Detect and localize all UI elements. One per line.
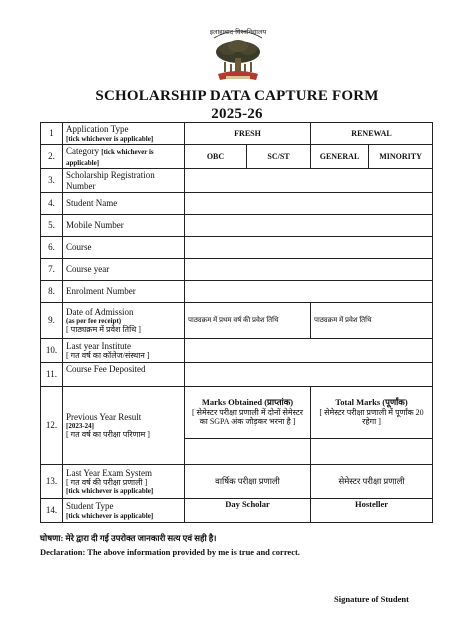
row-label: [63, 465, 185, 499]
row-application-type: [41, 123, 433, 145]
label-note: (as per fee receipt): [66, 317, 122, 326]
label-note: [tick whichever is applicable]: [66, 511, 154, 520]
row-label: [63, 339, 185, 363]
enrolment-number-field[interactable]: [185, 281, 433, 303]
student-name-field[interactable]: [185, 193, 433, 215]
row-label: [63, 123, 185, 145]
label-text: Student Type: [66, 501, 114, 512]
row-label: Enrolment Number: [63, 281, 185, 303]
row-date-of-admission: [41, 303, 433, 339]
form-year: 2025-26: [211, 106, 263, 122]
signature-label: Signature of Student: [334, 594, 409, 604]
row-number: 6.: [41, 237, 63, 259]
option-annual-exam-system[interactable]: वार्षिक परीक्षा प्रणाली: [185, 465, 311, 499]
row-number: 7.: [41, 259, 63, 281]
option-minority[interactable]: MINORITY: [369, 145, 433, 169]
row-last-year-institute: [41, 339, 433, 363]
row-number: 9.: [41, 303, 63, 339]
row-course: [41, 237, 433, 259]
row-student-name: [41, 193, 433, 215]
field-caption: पाठ्यक्रम में प्रवेश तिथि: [314, 316, 372, 325]
row-number: 11.: [41, 363, 63, 387]
row-number: 5.: [41, 215, 63, 237]
label-text: Last year Institute: [66, 340, 131, 351]
label-note: [tick whichever is applicable]: [66, 487, 154, 496]
row-number: 14.: [41, 499, 63, 523]
form-title: SCHOLARSHIP DATA CAPTURE FORM: [95, 88, 379, 104]
field-caption: पाठ्यक्रम में प्रथम वर्ष की प्रवेश तिथि: [188, 316, 279, 325]
row-number: 10.: [41, 339, 63, 363]
admission-date-field[interactable]: [311, 303, 433, 339]
row-number: 12.: [41, 387, 63, 465]
marks-obtained-note: [ सेमेस्टर परीक्षा प्रणाली में दोनों सेमेस्टर का SGPA अंक जोड़कर भरना है ]: [191, 408, 304, 427]
row-label: [63, 387, 185, 465]
row-number: 8.: [41, 281, 63, 303]
last-year-institute-field[interactable]: [185, 339, 433, 363]
label-hindi: [ गत वर्ष का कॉलेज/संस्थान ]: [66, 351, 150, 361]
label-note: [tick whichever is applicable]: [66, 148, 154, 167]
option-general[interactable]: GENERAL: [311, 145, 369, 169]
first-year-admission-date-field[interactable]: [185, 303, 311, 339]
total-marks-title: Total Marks (पूर्णांक): [335, 397, 408, 408]
row-mobile-number: [41, 215, 433, 237]
row-label: Mobile Number: [63, 215, 185, 237]
option-hosteller[interactable]: Hosteller: [311, 499, 433, 523]
row-label: Course year: [63, 259, 185, 281]
row-label: [63, 303, 185, 339]
row-number: 13.: [41, 465, 63, 499]
option-day-scholar[interactable]: Day Scholar: [185, 499, 311, 523]
scholarship-form-table: [40, 122, 433, 523]
marks-obtained-header: [185, 387, 311, 439]
row-label: Scholarship Registration Number: [63, 169, 185, 193]
option-fresh[interactable]: FRESH: [185, 123, 311, 145]
total-marks-header: [311, 387, 433, 439]
logo-text: इलाहाबाद विश्वविद्यालय: [209, 28, 267, 36]
registration-number-field[interactable]: [185, 169, 433, 193]
row-number: 2.: [41, 145, 63, 169]
row-previous-year-result: [41, 387, 433, 439]
total-marks-note: [ सेमेस्टर परीक्षा प्रणाली में पूर्णांक 20 रहेगा ]: [319, 408, 424, 427]
total-marks-field[interactable]: [311, 439, 433, 465]
label-note: [tick whichever is applicable]: [66, 134, 154, 143]
row-label: Course: [63, 237, 185, 259]
marks-obtained-title: Marks Obtained (प्राप्तांक): [201, 397, 294, 408]
course-fee-field[interactable]: [185, 363, 433, 387]
row-number: 4.: [41, 193, 63, 215]
declaration: [40, 533, 300, 560]
label-hindi: [ गत वर्ष का परीक्षा परिणाम ]: [66, 430, 150, 440]
label-text: Date of Admission: [66, 306, 134, 317]
row-label: Course Fee Deposited: [63, 363, 185, 387]
label-text: Category: [66, 146, 99, 157]
marks-obtained-field[interactable]: [185, 439, 311, 465]
university-logo: [208, 22, 268, 88]
row-category: [41, 145, 433, 169]
label-hindi: [ गत वर्ष की परीक्षा प्रणाली ]: [66, 478, 148, 488]
declaration-hindi: घोषणा: मेरे द्वारा दी गई उपरोक्त जानकारी सत्य एवं सही है।: [40, 533, 217, 543]
label-text: Previous Year Result: [66, 411, 142, 422]
option-sc-st[interactable]: SC/ST: [247, 145, 311, 169]
row-number: 3.: [41, 169, 63, 193]
row-label: Student Name: [63, 193, 185, 215]
label-text: Last Year Exam System: [66, 467, 152, 478]
label-hindi: [ पाठ्यक्रम में प्रवेश तिथि ]: [66, 325, 141, 335]
row-registration-number: [41, 169, 433, 193]
option-obc[interactable]: OBC: [185, 145, 247, 169]
row-course-fee: [41, 363, 433, 387]
label-note: [2023-24]: [66, 422, 94, 431]
row-student-type: [41, 499, 433, 523]
row-label: [63, 499, 185, 523]
row-label: [63, 145, 185, 169]
declaration-english: Declaration: The above information provided by me is true and correct.: [40, 547, 300, 557]
row-enrolment-number: [41, 281, 433, 303]
mobile-number-field[interactable]: [185, 215, 433, 237]
course-year-field[interactable]: [185, 259, 433, 281]
option-renewal[interactable]: RENEWAL: [311, 123, 433, 145]
row-course-year: [41, 259, 433, 281]
row-number: 1: [41, 123, 63, 145]
row-exam-system: [41, 465, 433, 499]
option-semester-exam-system[interactable]: सेमेस्टर परीक्षा प्रणाली: [311, 465, 433, 499]
course-field[interactable]: [185, 237, 433, 259]
label-text: Application Type: [66, 124, 129, 135]
